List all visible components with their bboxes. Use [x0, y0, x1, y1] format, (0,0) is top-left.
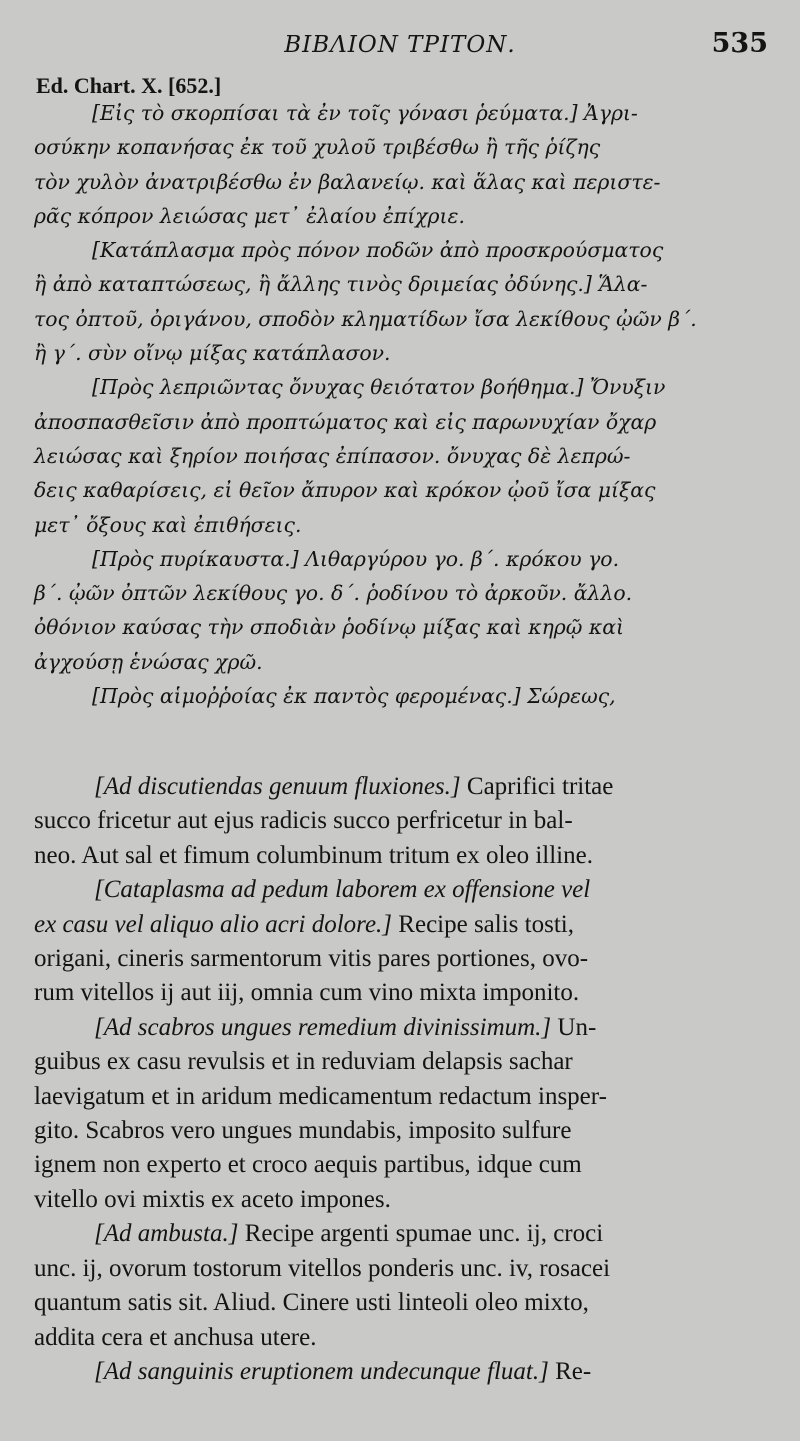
latin-body-text: rum vitellos ij aut iij, omnia cum vino mixta imponito.	[34, 979, 580, 1007]
latin-line	[34, 1183, 768, 1217]
latin-line	[34, 1321, 768, 1355]
greek-line: ρᾶς κόπρον λειώσας μετ᾽ ἐλαίου ἐπίχριε.	[34, 203, 465, 228]
latin-line	[34, 1217, 768, 1251]
latin-body-text: unc. ij, ovorum tostorum vitellos ponderis unc. iv, rosacei	[34, 1254, 611, 1282]
greek-line: ἢ ἀπὸ καταπτώσεως, ἢ ἄλλης τινὸς δριμείας ὀδύνης.] Ἅλα-	[34, 272, 648, 297]
greek-line: [Κατάπλασμα πρὸς πόνον ποδῶν ἀπὸ προσκρούσματος	[92, 238, 664, 263]
page-header	[0, 28, 800, 62]
latin-body-text: addita cera et anchusa utere.	[34, 1323, 317, 1351]
latin-body-text: succo fricetur aut ejus radicis succo perfricetur in bal-	[34, 807, 573, 835]
latin-body-text: Recipe salis tosti,	[392, 910, 574, 938]
greek-line: οσύκην κοπανήσας ἐκ τοῦ χυλοῦ τριβέσθω ἢ τῆς ῥίζης	[34, 135, 601, 160]
latin-line	[34, 908, 768, 942]
page-number: 535	[711, 28, 768, 59]
running-title: ΒΙΒΛΙΟΝ ΤΡΙΤΟΝ.	[284, 32, 516, 58]
latin-body-text: gito. Scabros vero ungues mundabis, imposito sulfure	[34, 1117, 572, 1145]
greek-line: [Πρὸς πυρίκαυστα.] Λιθαργύρου γο. β΄. κρόκου γο.	[92, 546, 620, 571]
greek-line: τὸν χυλὸν ἀνατριβέσθω ἐν βαλανείῳ. καὶ ἅλας καὶ περιστε-	[34, 169, 661, 194]
latin-body-text: vitello ovi mixtis ex aceto impones.	[34, 1185, 391, 1213]
greek-line: [Πρὸς λεπριῶντας ὄνυχας θειότατον βοήθημα.] Ὄνυξιν	[92, 375, 666, 400]
latin-line	[34, 942, 768, 976]
greek-line: λειώσας καὶ ξηρίον ποιήσας ἐπίπασον. ὄνυχας δὲ λεπρώ-	[34, 443, 631, 468]
latin-body-text: origani, cineris sarmentorum vitis pares portiones, ovo-	[34, 945, 589, 973]
latin-line	[34, 976, 768, 1010]
greek-line: [Εἰς τὸ σκορπίσαι τὰ ἐν τοῖς γόνασι ῥεύματα.] Ἀγρι-	[92, 101, 638, 125]
greek-line: [Πρὸς αἱμοῤῥοίας ἐκ παντὸς φερομένας.] Σώρεως,	[92, 684, 616, 709]
greek-line: δεις καθαρίσεις, εἰ θεῖον ἄπυρον καὶ κρόκον ᾠοῦ ἴσα μίξας	[34, 478, 656, 503]
latin-body-text: Un-	[551, 1013, 597, 1041]
latin-body-text: laevigatum et in aridum medicamentum redactum insper-	[34, 1082, 607, 1110]
latin-body-text: ignem non experto et croco aequis partibus, idque cum	[34, 1151, 582, 1179]
greek-line: ἀποσπασθεῖσιν ἀπὸ προπτώματος καὶ εἰς παρωνυχίαν ὄχαρ	[34, 409, 657, 434]
greek-text-block	[34, 96, 768, 713]
latin-line	[34, 1045, 768, 1079]
latin-body-text: Re-	[548, 1357, 592, 1385]
latin-line	[34, 1355, 768, 1389]
latin-line	[34, 804, 768, 838]
latin-line	[34, 1286, 768, 1320]
latin-line	[34, 1080, 768, 1114]
latin-heading: [Ad ambusta.]	[94, 1220, 239, 1248]
latin-body-text: Caprifici tritae	[460, 773, 614, 800]
greek-line: ἀγχούσῃ ἑνώσας χρῶ.	[34, 649, 263, 674]
latin-body-text: guibus ex casu revulsis et in reduviam delapsis sachar	[34, 1048, 573, 1076]
latin-line	[34, 1011, 768, 1045]
greek-line: ὀθόνιον καύσας τὴν σποδιὰν ῥοδίνῳ μίξας καὶ κηρῷ καὶ	[34, 615, 625, 640]
latin-line	[34, 839, 768, 873]
latin-heading: [Ad scabros ungues remedium divinissimum.]	[94, 1013, 552, 1041]
greek-line: ἢ γ΄. σὺν οἴνῳ μίξας κατάπλασον.	[34, 341, 391, 366]
latin-heading: [Cataplasma ad pedum laborem ex offensione vel	[94, 876, 591, 904]
latin-body-text: Recipe argenti spumae unc. ij, croci	[238, 1220, 604, 1248]
latin-line	[34, 873, 768, 907]
edition-reference: Ed. Chart. X. [652.]	[36, 73, 222, 98]
latin-line	[34, 1252, 768, 1286]
latin-heading: [Ad discutiendas genuum fluxiones.]	[94, 773, 461, 800]
latin-text-block	[34, 770, 768, 1389]
latin-heading: [Ad sanguinis eruptionem undecunque fluat.]	[94, 1357, 549, 1385]
latin-line	[34, 1148, 768, 1182]
latin-line	[34, 770, 768, 804]
latin-heading: ex casu vel aliquo alio acri dolore.]	[34, 910, 393, 938]
latin-body-text: quantum satis sit. Aliud. Cinere usti linteoli oleo mixto,	[34, 1289, 589, 1317]
greek-line: β΄. ᾠῶν ὀπτῶν λεκίθους γο. δ΄. ῥοδίνου τὸ ἀρκοῦν. ἄλλο.	[34, 581, 633, 606]
latin-body-text: neo. Aut sal et fimum columbinum tritum ex oleo illine.	[34, 841, 593, 869]
latin-line	[34, 1114, 768, 1148]
greek-line: μετ᾽ ὄξους καὶ ἐπιθήσεις.	[34, 512, 302, 537]
greek-line: τος ὀπτοῦ, ὀριγάνου, σποδὸν κληματίδων ἴσα λεκίθους ᾠῶν β΄.	[34, 306, 697, 331]
